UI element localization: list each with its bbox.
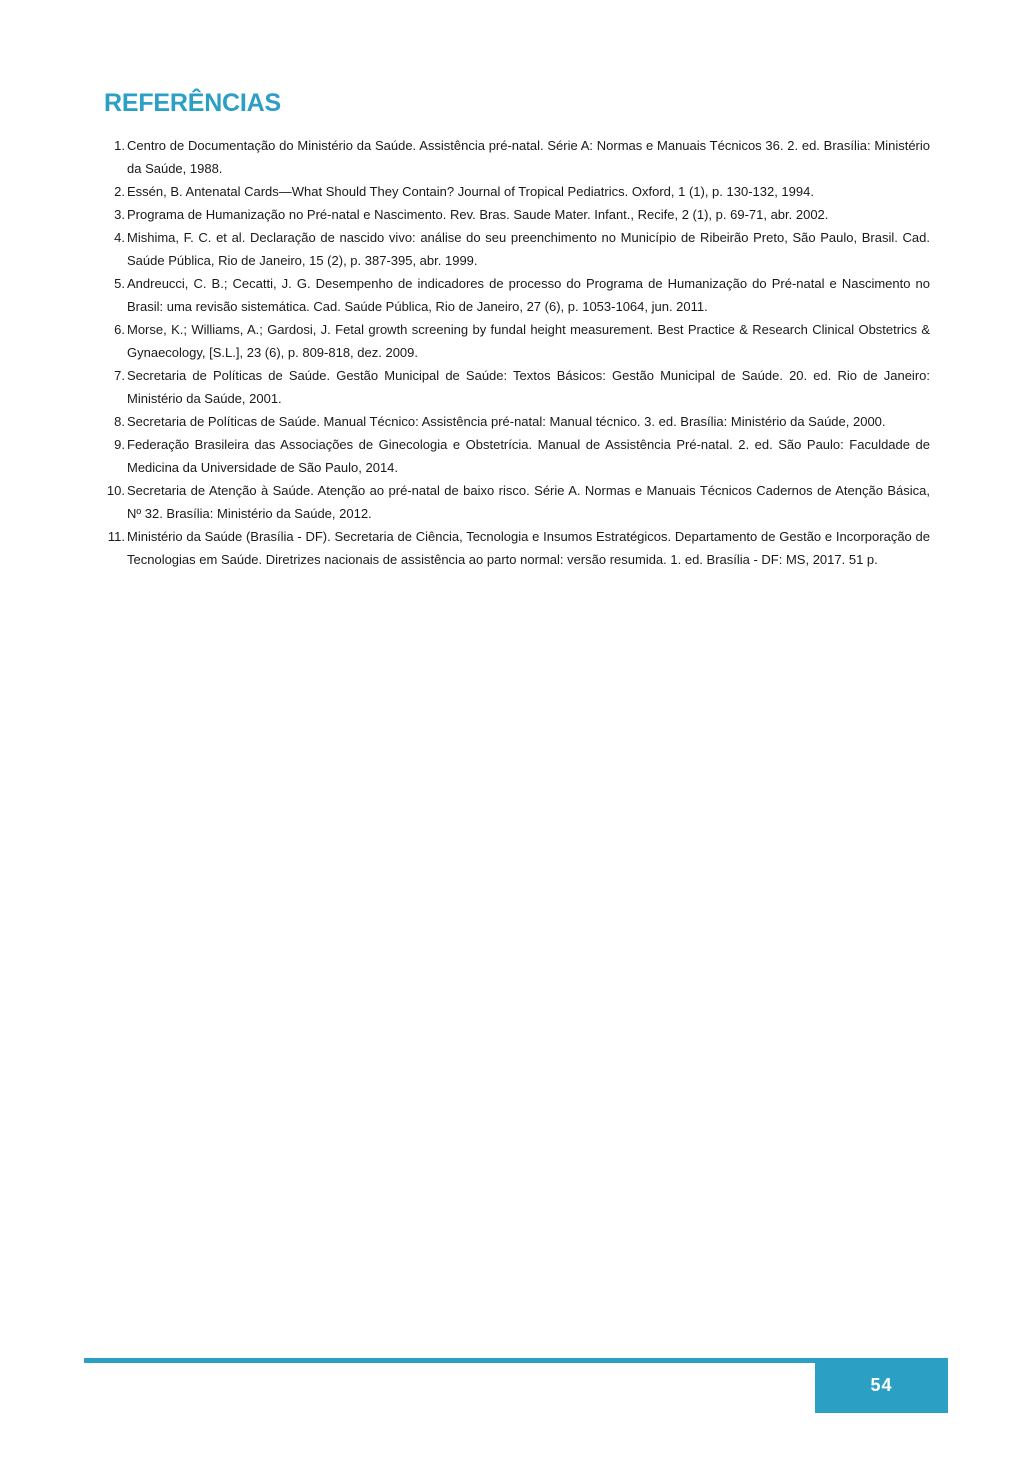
reference-item [114, 272, 930, 318]
reference-number: 8. [114, 414, 125, 429]
reference-text: Secretaria de Atenção à Saúde. Atenção ao pré-natal de baixo risco. Série A. Normas e Manuais Técnicos Cadernos de Atenção Básica, Nº 32. Brasília: Ministério da Saúde, 2012. [127, 483, 930, 521]
reference-number: 5. [114, 276, 125, 291]
reference-text: Andreucci, C. B.; Cecatti, J. G. Desempenho de indicadores de processo do Programa de Humanização do Pré-natal e Nascimento no Brasil: uma revisão sistemática. Cad. Saúde Pública, Rio de Janeiro, 27 (6), p. 1053-1064, jun. 2011. [127, 276, 930, 314]
reference-text: Programa de Humanização no Pré-natal e Nascimento. Rev. Bras. Saude Mater. Infant., Recife, 2 (1), p. 69-71, abr. 2002. [127, 207, 829, 222]
reference-number: 6. [114, 322, 125, 337]
reference-text: Mishima, F. C. et al. Declaração de nascido vivo: análise do seu preenchimento no Município de Ribeirão Preto, São Paulo, Brasil. Cad. Saúde Pública, Rio de Janeiro, 15 (2), p. 387-395, abr. 1999. [127, 230, 930, 268]
reference-item [114, 226, 930, 272]
reference-text: Secretaria de Políticas de Saúde. Gestão Municipal de Saúde: Textos Básicos: Gestão Municipal de Saúde. 20. ed. Rio de Janeiro: Ministério da Saúde, 2001. [127, 368, 930, 406]
reference-item [114, 410, 930, 433]
reference-text: Ministério da Saúde (Brasília - DF). Secretaria de Ciência, Tecnologia e Insumos Estratégicos. Departamento de Gestão e Incorporação de Tecnologias em Saúde. Diretrizes nacionais de assistência ao parto normal: versão resumida. 1. ed. Brasília - DF: MS, 2017. 51 p. [127, 529, 930, 567]
reference-number: 3. [114, 207, 125, 222]
reference-item [114, 318, 930, 364]
reference-number: 11. [107, 529, 125, 544]
reference-item [114, 180, 930, 203]
reference-text: Centro de Documentação do Ministério da Saúde. Assistência pré-natal. Série A: Normas e Manuais Técnicos 36. 2. ed. Brasília: Ministério da Saúde, 1988. [127, 138, 930, 176]
reference-item [106, 479, 930, 525]
page-number: 54 [870, 1375, 893, 1395]
reference-item [114, 203, 930, 226]
reference-text: Federação Brasileira das Associações de Ginecologia e Obstetrícia. Manual de Assistência Pré-natal. 2. ed. São Paulo: Faculdade de Medicina da Universidade de São Paulo, 2014. [127, 437, 930, 475]
reference-number: 2. [114, 184, 125, 199]
reference-item [114, 364, 930, 410]
reference-number: 10. [106, 483, 125, 498]
reference-number: 4. [114, 230, 125, 245]
page-title: REFERÊNCIAS [104, 89, 281, 117]
reference-text: Essén, B. Antenatal Cards—What Should They Contain? Journal of Tropical Pediatrics. Oxford, 1 (1), p. 130-132, 1994. [127, 184, 814, 199]
reference-text: Secretaria de Políticas de Saúde. Manual Técnico: Assistência pré-natal: Manual técnico. 3. ed. Brasília: Ministério da Saúde, 2000. [127, 414, 886, 429]
page-number-box [815, 1358, 948, 1413]
reference-number: 7. [114, 368, 125, 383]
reference-number: 1. [114, 138, 125, 153]
reference-list [106, 134, 930, 571]
reference-item [114, 433, 930, 479]
reference-text: Morse, K.; Williams, A.; Gardosi, J. Fetal growth screening by fundal height measurement. Best Practice & Research Clinical Obstetrics & Gynaecology, [S.L.], 23 (6), p. 809-818, dez. 2009. [127, 322, 930, 360]
reference-number: 9. [114, 437, 125, 452]
reference-item [114, 134, 930, 180]
reference-item [107, 525, 930, 571]
